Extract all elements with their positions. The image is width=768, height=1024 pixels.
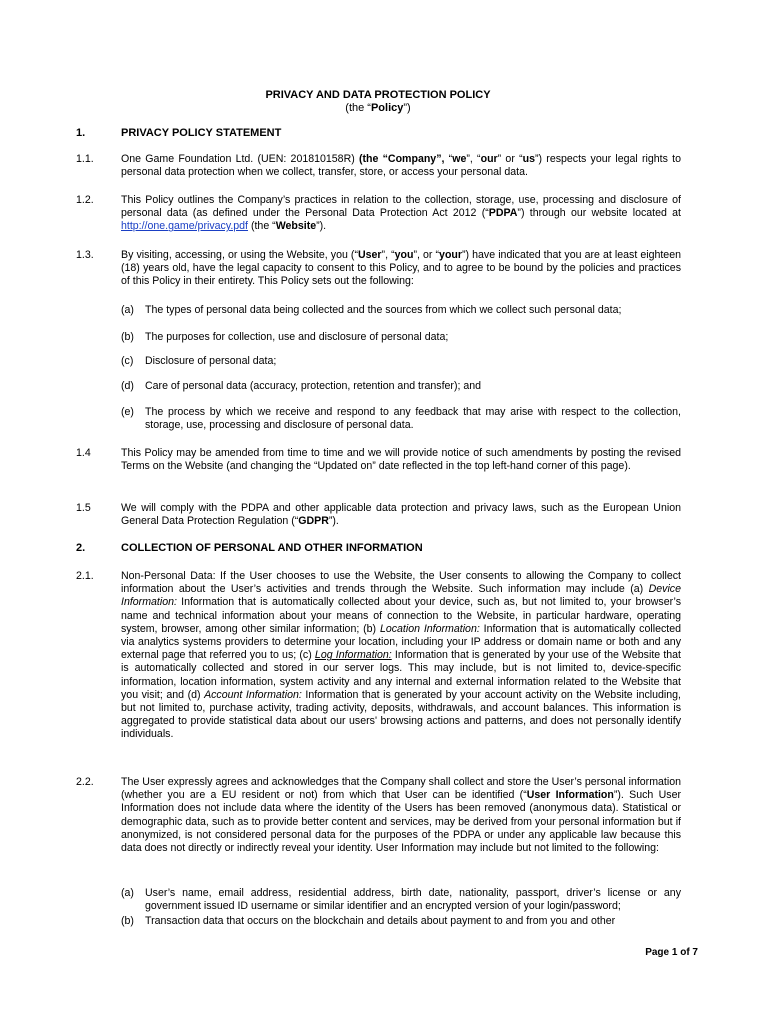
list-1-label-a: (a) xyxy=(121,304,134,316)
list-1-item-d: Care of personal data (accuracy, protection, retention and transfer); and xyxy=(145,380,482,392)
list-1-item-e: The process by which we receive and respond to any feedback that may arise with respect to the collection, storage, use, processing and disclosure of personal data. xyxy=(145,406,681,432)
section-2-heading: COLLECTION OF PERSONAL AND OTHER INFORMATION xyxy=(121,542,423,554)
list-1-item-b: The purposes for collection, use and disclosure of personal data; xyxy=(145,331,449,343)
clause-1-5-number: 1.5 xyxy=(76,502,91,514)
list-1-item-c: Disclosure of personal data; xyxy=(145,355,277,367)
clause-1-3-number: 1.3. xyxy=(76,249,94,261)
clause-1-2-text: This Policy outlines the Company’s practices in relation to the collection, storage, use, processing and disclosure of personal data (as defined under the Personal Data Protection Act 2012 (“PDPA”) through our website located at http://one.game/privacy.pdf (the “Website”). xyxy=(121,194,681,233)
clause-1-3-text: By visiting, accessing, or using the Website, you (“User”, “you”, or “your”) have indicated that you are at least eighteen (18) years old, have the legal capacity to consent to this Policy, and to agree to be bound by the policies and practices of this Policy in their entirety. This Policy sets out the following: xyxy=(121,249,681,288)
clause-1-1-number: 1.1. xyxy=(76,153,94,165)
list-1-label-c: (c) xyxy=(121,355,134,367)
subtitle-bold: Policy xyxy=(370,102,404,114)
list-1-label-d: (d) xyxy=(121,380,134,392)
clause-1-5-text: We will comply with the PDPA and other applicable data protection and privacy laws, such as the European Union General Data Protection Regulation (“GDPR”). xyxy=(121,502,681,528)
list-2-item-b: Transaction data that occurs on the blockchain and details about payment to and from you and other xyxy=(145,915,616,927)
section-1-heading: PRIVACY POLICY STATEMENT xyxy=(121,127,282,139)
list-1-item-a: The types of personal data being collected and the sources from which we collect such personal data; xyxy=(145,304,622,316)
clause-1-4-number: 1.4 xyxy=(76,447,91,459)
list-1-label-b: (b) xyxy=(121,331,134,343)
clause-1-4-text: This Policy may be amended from time to time and we will provide notice of such amendments by posting the revised Terms on the Website (and changing the “Updated on” date reflected in the top left-hand corner of this page). xyxy=(121,447,681,473)
subtitle-text-end: ”) xyxy=(403,102,411,114)
clause-2-2-number: 2.2. xyxy=(76,776,94,788)
list-2-label-a: (a) xyxy=(121,887,134,899)
section-2-number: 2. xyxy=(76,542,86,554)
clause-1-2-number: 1.2. xyxy=(76,194,94,206)
subtitle-text: (the “ xyxy=(345,102,371,114)
page-number: Page 1 of 7 xyxy=(645,947,698,958)
clause-2-1-text: Non-Personal Data: If the User chooses to use the Website, the User consents to allowing the Company to collect information about the User’s activities and trends through the Website. Such information may include (a) Device Information: Information that is automatically collected about your device, such as, but not limited to, your browser’s name and technical information about your means of connection to the Website, in particular hardware, operating system, browser, among other similar information; (b) Location Information: Information that is automatically collected via analytics systems providers to determine your location, including your IP address or domain name or both and any external page that referred you to us; (c) Log Information: Information that is generated by your use of the Website that is automatically collected and stored in our server logs. This may include, but is not limited to, device-specific information, location information, system activity and any internal and external information related to the Website that you visit; and (d) Account Information: Information that is generated by your account activity on the Website including, but not limited to, purchase activity, trading activity, deposits, withdrawals, and account balances. This information is aggregated to provide statistical data about our users' browsing actions and patterns, and does not personally identify individuals. xyxy=(121,570,682,741)
privacy-policy-link[interactable]: http://one.game/privacy.pdf xyxy=(121,220,249,233)
list-1-label-e: (e) xyxy=(121,406,134,418)
clause-2-2-text: The User expressly agrees and acknowledges that the Company shall collect and store the User’s personal information (whether you are a EU resident or not) from which that User can be identified (“User Information”). Such User Information does not include data where the identity of the Users has been removed (anonymous data). Statistical or demographic data, such as to provide better content and services, may be derived from your personal information but if anonymized, is not considered personal data for the purposes of the PDPA or under any applicable law because this data does not directly or indirectly reveal your identity. User Information may include but not limited to the following: xyxy=(121,776,681,855)
list-2-item-a: User’s name, email address, residential address, birth date, nationality, passport, driver’s license or any government issued ID username or similar identifier and an encrypted version of your login/password; xyxy=(145,887,681,913)
document-title: PRIVACY AND DATA PROTECTION POLICY xyxy=(265,89,491,101)
clause-2-1-number: 2.1. xyxy=(76,570,94,582)
clause-1-1-text: One Game Foundation Ltd. (UEN: 201810158R) (the “Company”, “we”, “our” or “us”) respects your legal rights to personal data protection when we collect, transfer, store, or access your personal data. xyxy=(121,153,681,179)
list-2-label-b: (b) xyxy=(121,915,134,927)
section-1-number: 1. xyxy=(76,127,86,139)
document-subtitle xyxy=(0,102,756,115)
